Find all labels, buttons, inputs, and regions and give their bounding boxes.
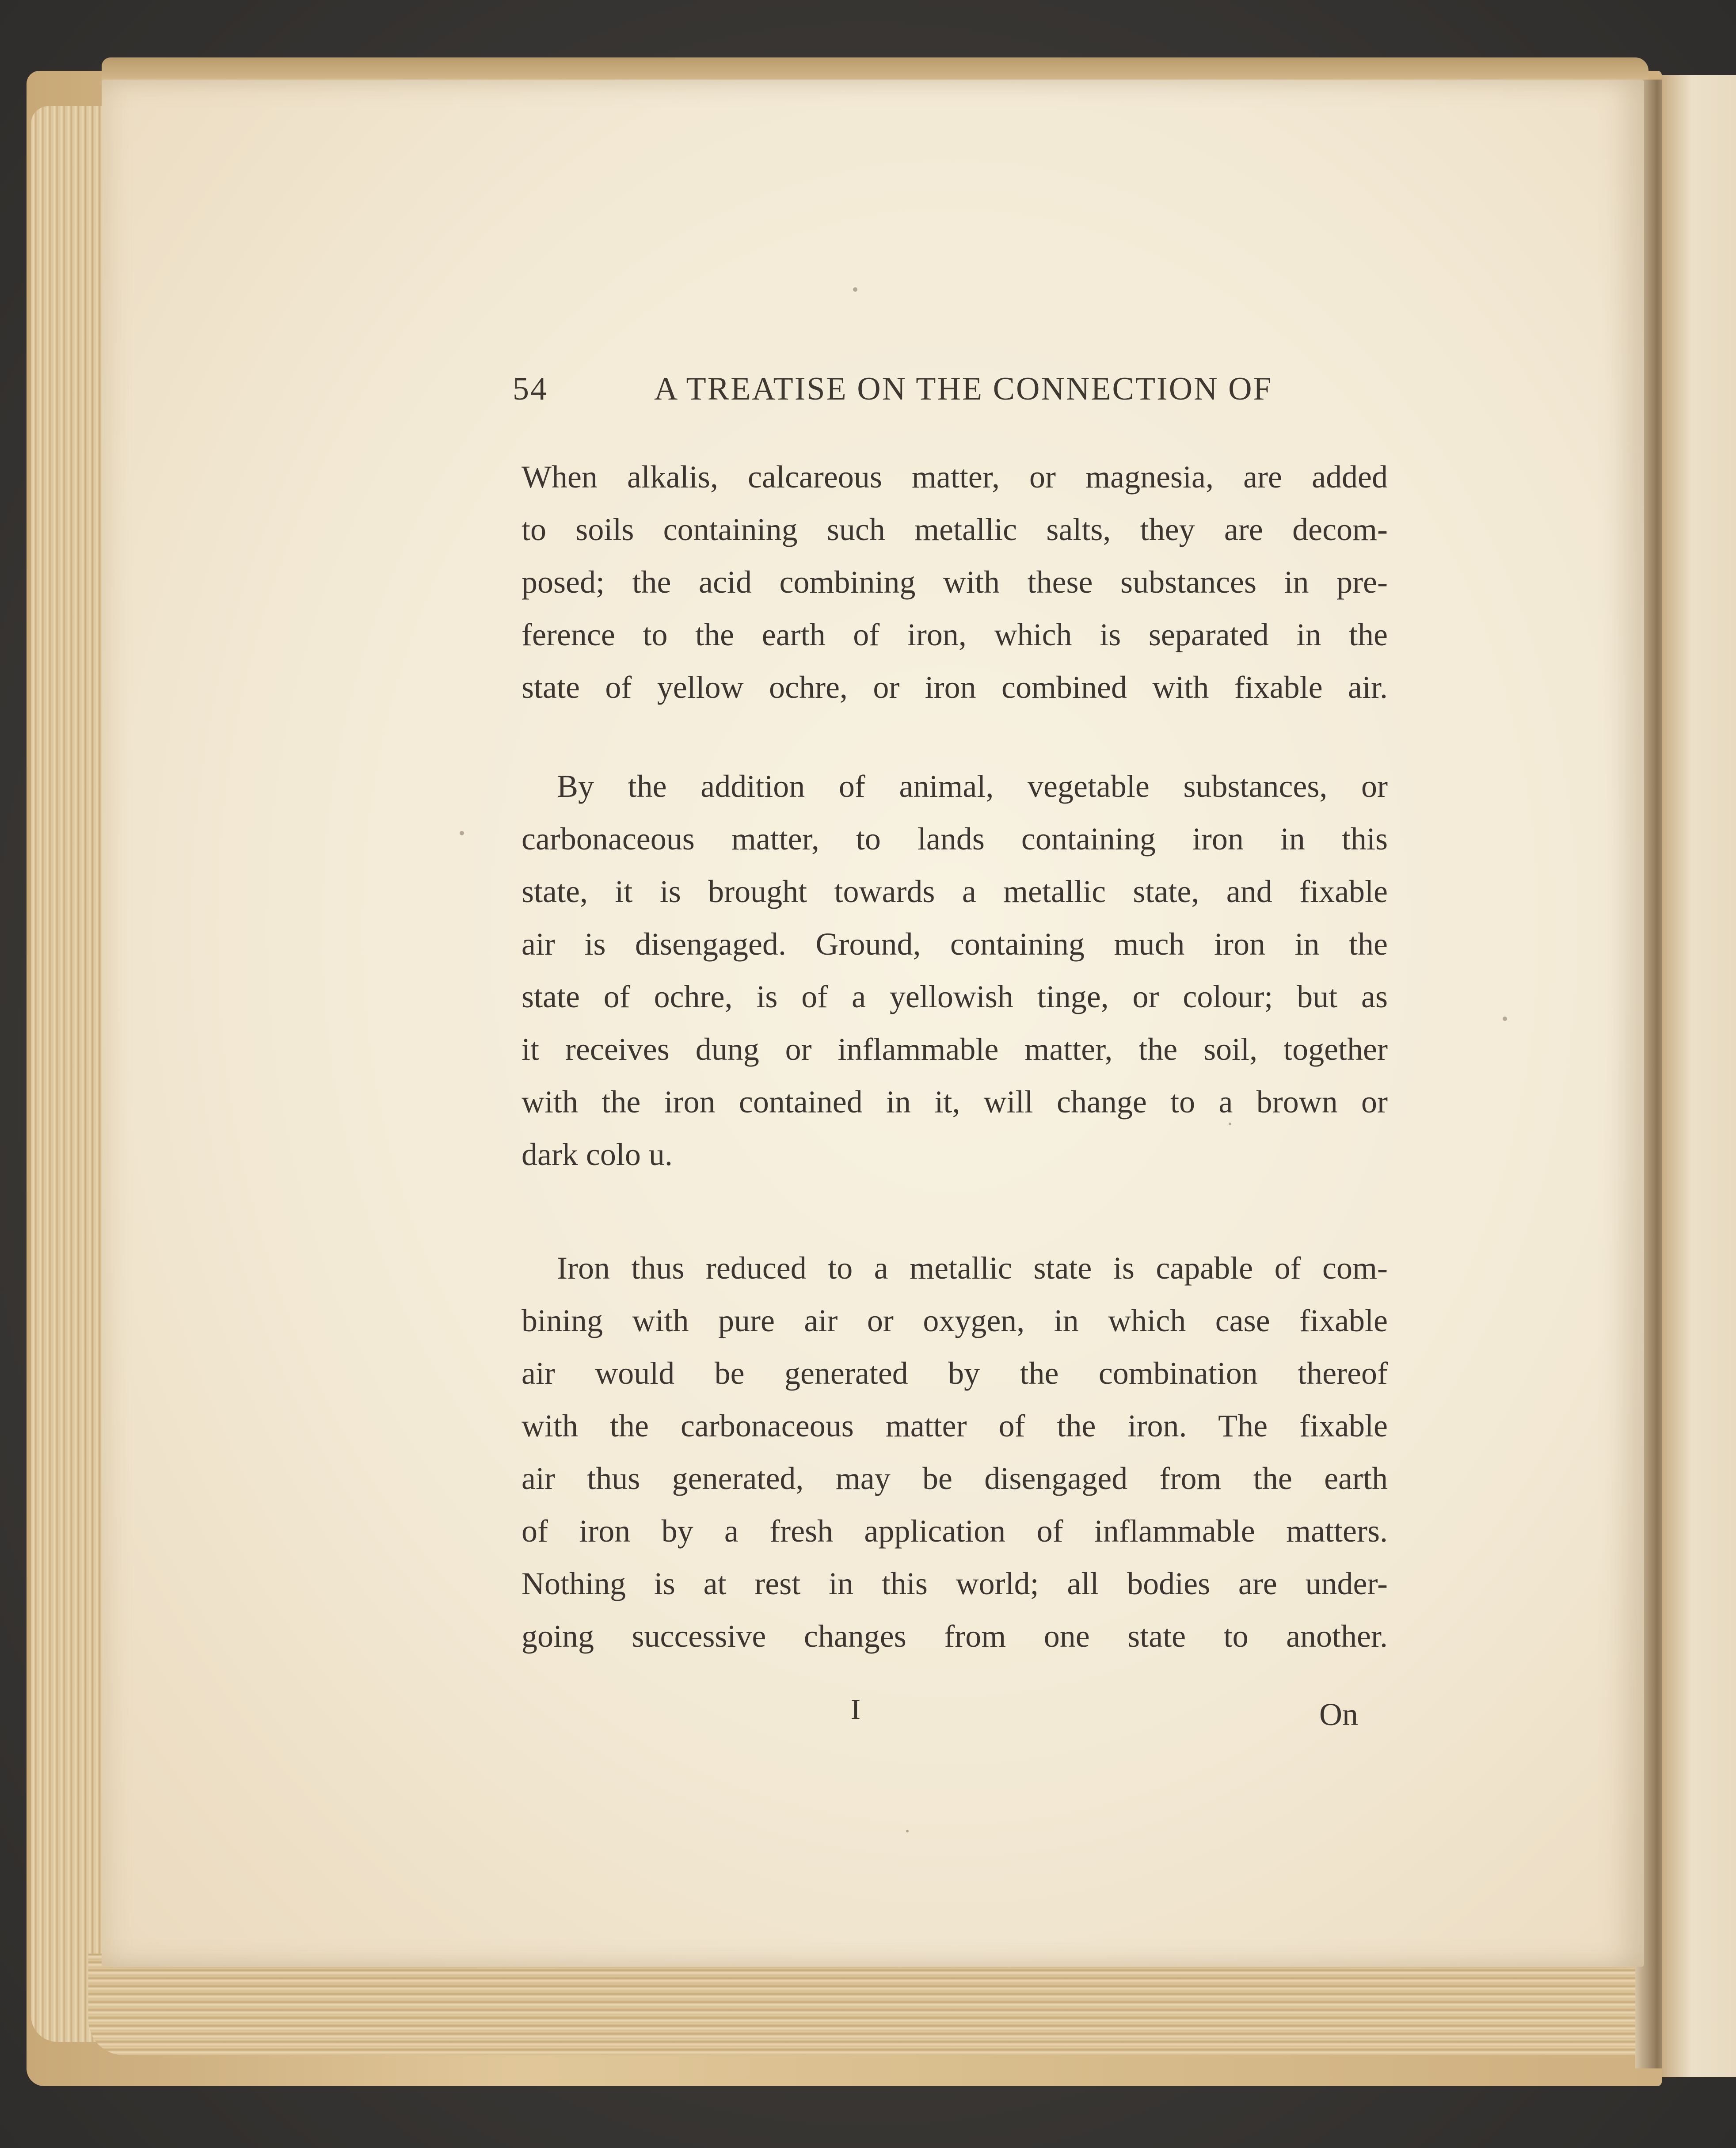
- text-line: ference to the earth of iron, which is separated in the: [522, 617, 1388, 652]
- text-line: carbonaceous matter, to lands containing iron in this: [522, 821, 1388, 857]
- text-line: dark colo u.: [522, 1137, 673, 1172]
- text-line: By the addition of animal, vegetable substances, or: [557, 769, 1388, 804]
- paragraph-1: [522, 451, 1388, 714]
- page-stack-bottom-edge: [88, 1954, 1657, 2055]
- running-head: [513, 370, 1273, 419]
- paper-speck: [1503, 1017, 1507, 1021]
- text-line: Iron thus reduced to a metallic state is capable of com-: [557, 1250, 1388, 1286]
- text-line: air would be generated by the combination thereof: [522, 1356, 1388, 1391]
- text-line: state, it is brought towards a metallic state, and fixable: [522, 874, 1388, 909]
- text-line: state of ochre, is of a yellowish tinge, or colour; but as: [522, 979, 1388, 1014]
- running-title: A TREATISE ON THE CONNECTION OF: [654, 371, 1273, 407]
- page-number: 54: [513, 371, 548, 407]
- facing-page-edge: [1662, 75, 1736, 2077]
- paper-speck: [853, 287, 857, 292]
- text-line: it receives dung or inflammable matter, the soil, together: [522, 1032, 1388, 1067]
- signature-mark: I: [851, 1693, 860, 1725]
- catchword: On: [1319, 1697, 1358, 1732]
- text-line: going successive changes from one state to another.: [522, 1619, 1388, 1654]
- text-line: state of yellow ochre, or iron combined with fixable air.: [522, 670, 1388, 705]
- text-line: air is disengaged. Ground, containing much iron in the: [522, 926, 1388, 962]
- text-line: Nothing is at rest in this world; all bodies are under-: [522, 1566, 1388, 1601]
- text-line: posed; the acid combining with these substances in pre-: [522, 564, 1388, 600]
- text-line: to soils containing such metallic salts, they are decom-: [522, 512, 1388, 547]
- text-line: of iron by a fresh application of inflammable matters.: [522, 1513, 1388, 1549]
- paragraph-2: [522, 760, 1388, 1181]
- text-line: When alkalis, calcareous matter, or magnesia, are added: [522, 459, 1388, 495]
- paragraph-3: [522, 1242, 1388, 1663]
- paper-speck: [906, 1830, 909, 1832]
- text-line: with the iron contained in it, will change to a brown or: [522, 1084, 1388, 1120]
- text-line: air thus generated, may be disengaged from the earth: [522, 1461, 1388, 1496]
- text-line: with the carbonaceous matter of the iron. The fixable: [522, 1408, 1388, 1443]
- text-line: bining with pure air or oxygen, in which case fixable: [522, 1303, 1388, 1338]
- paper-speck: [460, 831, 464, 835]
